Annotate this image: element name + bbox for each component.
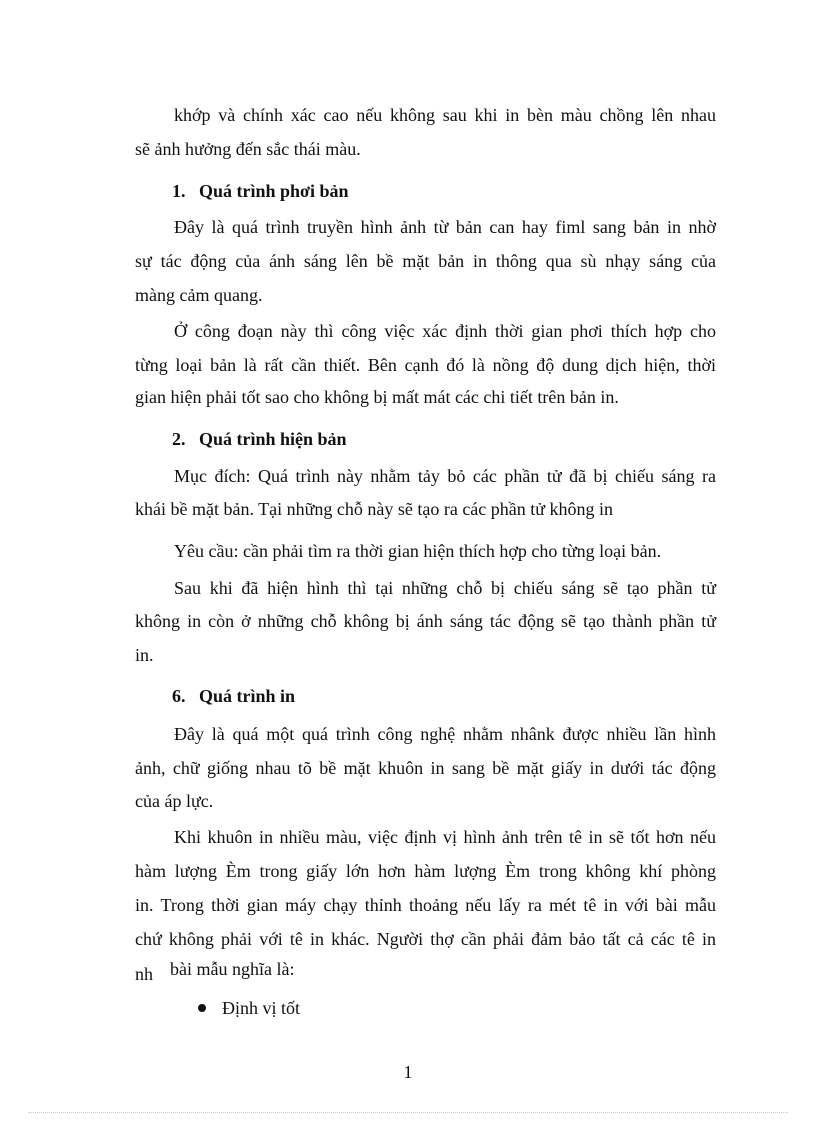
section-number: 1. <box>172 181 186 201</box>
page-number: 1 <box>403 1062 413 1082</box>
paragraph-line: Đây là quá một quá trình công nghệ nhằm nhânk được nhiều lần hình <box>174 724 716 744</box>
section-title: Quá trình hiện bản <box>199 429 347 449</box>
section-title: Quá trình phơi bản <box>199 181 349 201</box>
paragraph-line: của áp lực. <box>135 791 214 811</box>
paragraph-line: ảnh, chữ giống nhau tõ bề mặt khuôn in sang bề mặt giấy in dưới tác động <box>135 758 716 778</box>
paragraph-line: chứ không phải với tê in khác. Người thợ cần phải đảm bảo tất cả các tê in <box>135 929 716 949</box>
paragraph-line: Mục đích: Quá trình này nhằm tảy bỏ các phần tử đã bị chiếu sáng ra <box>174 466 716 486</box>
section-number: 2. <box>172 429 186 449</box>
paragraph-line: Đây là quá trình truyền hình ảnh từ bản can hay fiml sang bản in nhờ <box>174 217 716 237</box>
section-number: 6. <box>172 686 186 706</box>
paragraph-line-fragment: nh <box>135 964 153 984</box>
page-bottom-divider <box>28 1112 788 1113</box>
paragraph-line: gian hiện phải tốt sao cho không bị mất mát các chi tiết trên bản in. <box>135 387 619 407</box>
section-heading <box>172 685 295 707</box>
paragraph-line: Yêu cầu: cần phải tìm ra thời gian hiện thích hợp cho từng loại bản. <box>174 541 662 561</box>
paragraph-line: sẽ ảnh hưởng đến sắc thái màu. <box>135 139 361 159</box>
paragraph-line: khớp và chính xác cao nếu không sau khi in bèn màu chồng lên nhau <box>174 105 716 125</box>
paragraph-line: bài mẫu nghĩa là: <box>170 959 295 979</box>
paragraph-line: không in còn ở những chỗ không bị ánh sáng tác động sẽ tạo thành phần tử <box>135 611 716 631</box>
paragraph-line: sự tác động của ánh sáng lên bề mặt bản in thông qua sù nhạy sáng của <box>135 251 716 271</box>
paragraph-line: in. Trong thời gian máy chạy thỉnh thoảng nếu lấy ra mét tê in với bài mẫu <box>135 895 716 915</box>
section-heading <box>172 428 347 450</box>
paragraph-line: màng cảm quang. <box>135 285 263 305</box>
paragraph-line: in. <box>135 645 154 665</box>
paragraph-line: hàm lượng Èm trong giấy lớn hơn hàm lượng Èm trong không khí phòng <box>135 861 716 881</box>
bullet-icon <box>198 1004 206 1012</box>
section-title: Quá trình in <box>199 686 296 706</box>
paragraph-line: Ở công đoạn này thì công việc xác định thời gian phơi thích hợp cho <box>174 321 716 341</box>
list-item: Định vị tốt <box>222 998 301 1018</box>
paragraph-line: từng loại bản là rất cần thiết. Bên cạnh đó là nồng độ dung dịch hiện, thời <box>135 355 716 375</box>
paragraph-line: khái bề mặt bản. Tại những chỗ này sẽ tạo ra các phần tử không in <box>135 499 614 519</box>
paragraph-line: Sau khi đã hiện hình thì tại những chỗ bị chiếu sáng sẽ tạo phần tử <box>174 578 716 598</box>
paragraph-line: Khi khuôn in nhiều màu, việc định vị hình ảnh trên tê in sẽ tốt hơn nếu <box>174 827 716 847</box>
section-heading <box>172 180 349 202</box>
